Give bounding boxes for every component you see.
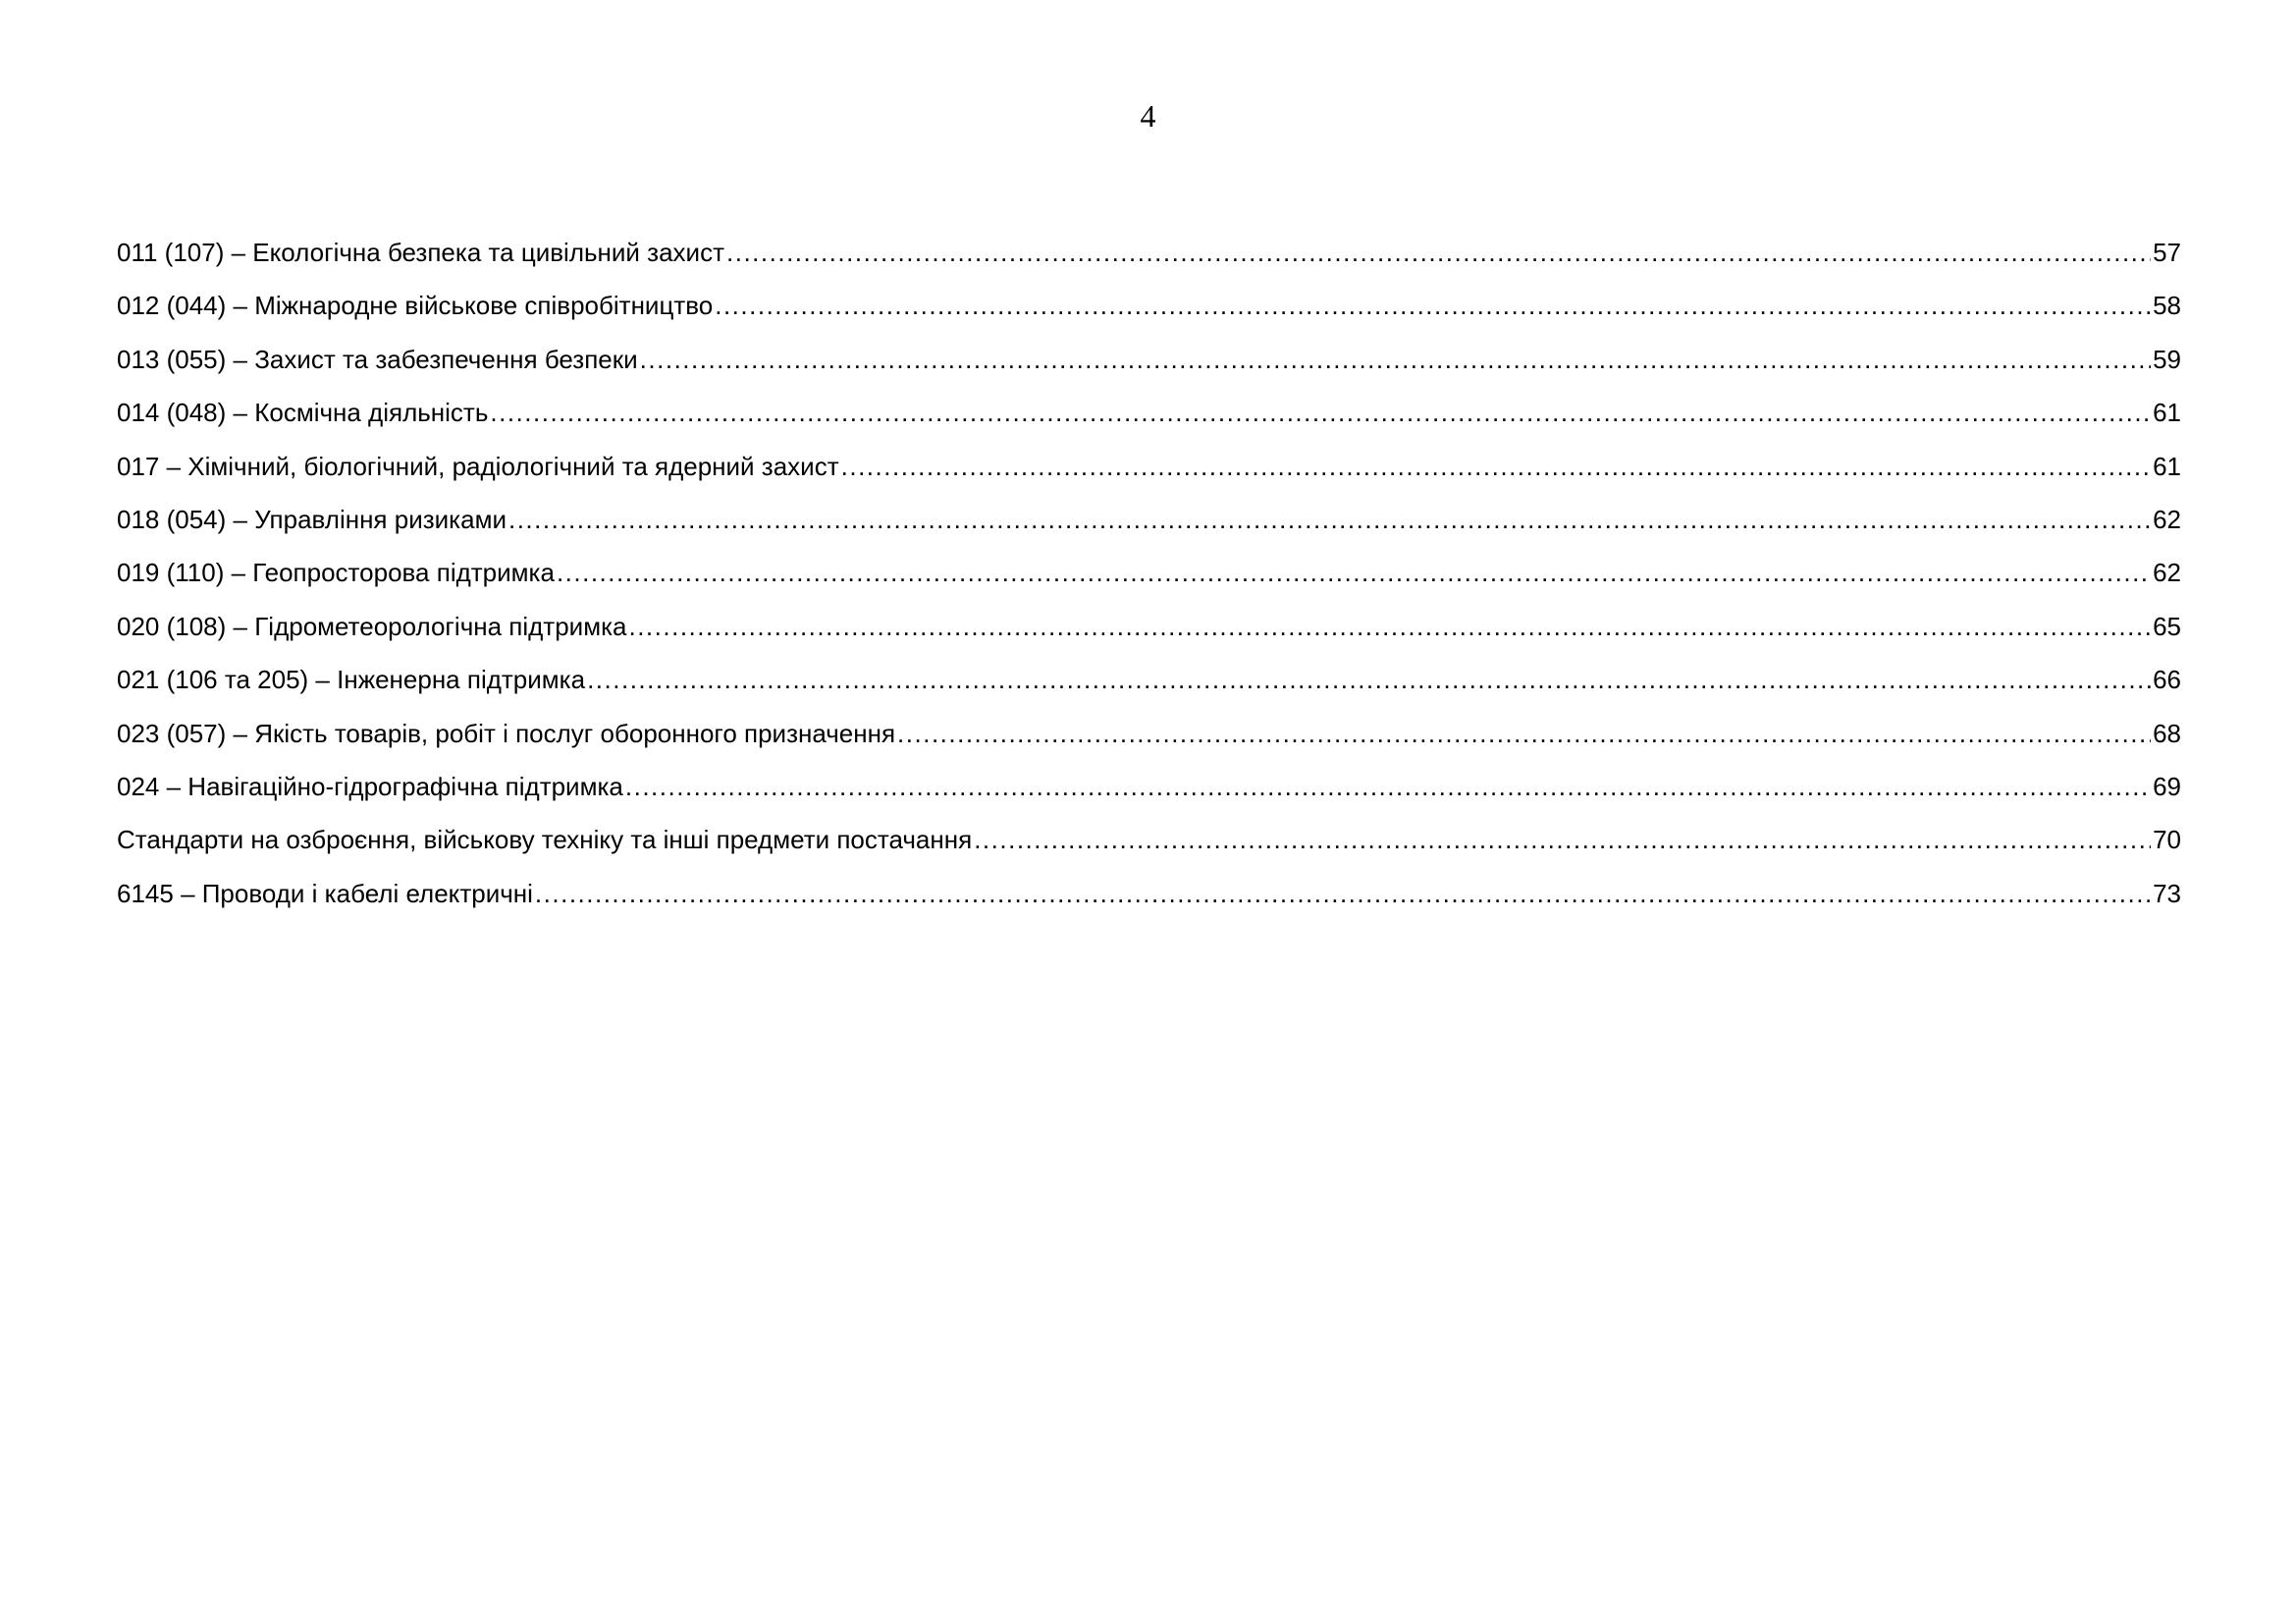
toc-dot-leader [587,660,2151,699]
toc-entry-title: 020 (108) – Гідрометеорологічна підтримка [117,611,627,641]
toc-entry-page: 61 [2153,451,2181,481]
toc-entry-page: 66 [2153,665,2181,695]
toc-dot-leader [640,340,2151,379]
toc-entry-page: 70 [2153,825,2181,855]
toc-entry-title: 014 (048) – Космічна діяльність [117,398,489,428]
toc-entry-title: Стандарти на озброєння, військову техніку та інші предмети постачання [117,825,973,855]
toc-entry[interactable] [117,874,2181,927]
toc-entry-page: 61 [2153,398,2181,428]
toc-entry-title: 012 (044) – Міжнародне військове співробітництво [117,291,714,321]
toc-entry-page: 58 [2153,291,2181,321]
toc-entry-title: 019 (110) – Геопросторова підтримка [117,558,555,588]
toc-entry[interactable] [117,660,2181,713]
toc-entry[interactable] [117,447,2181,500]
page-number: 4 [1140,98,1156,134]
toc-dot-leader [897,714,2151,753]
toc-dot-leader [490,393,2151,432]
toc-entry-page: 62 [2153,558,2181,588]
toc-entry[interactable] [117,820,2181,873]
toc-entry[interactable] [117,553,2181,606]
toc-entry-page: 57 [2153,238,2181,267]
toc-entry-title: 013 (055) – Захист та забезпечення безпеки [117,344,638,374]
toc-dot-leader [974,820,2151,859]
toc-entry[interactable] [117,767,2181,820]
toc-entry-page: 62 [2153,504,2181,534]
toc-entry[interactable] [117,393,2181,446]
toc-dot-leader [508,500,2151,539]
toc-entry-title: 011 (107) – Екологічна безпека та цивільний захист [117,238,724,267]
toc-entry-title: 021 (106 та 205) – Інженерна підтримка [117,665,586,695]
toc-entry-page: 68 [2153,718,2181,748]
toc-entry-page: 73 [2153,878,2181,908]
toc-dot-leader [841,447,2151,486]
toc-entry[interactable] [117,233,2181,286]
toc-entry-title: 6145 – Проводи і кабелі електричні [117,878,533,908]
toc-entry-title: 018 (054) – Управління ризиками [117,504,507,534]
toc-entry[interactable] [117,340,2181,393]
toc-dot-leader [625,767,2151,806]
toc-entry-page: 65 [2153,611,2181,641]
toc-entry-title: 024 – Навігаційно-гідрографічна підтримка [117,771,623,801]
toc-dot-leader [535,874,2151,913]
toc-dot-leader [628,607,2151,646]
toc-entry-title: 023 (057) – Якість товарів, робіт і послуг оборонного призначення [117,718,896,748]
toc-dot-leader [557,553,2151,592]
toc-entry[interactable] [117,286,2181,339]
toc-entry-page: 69 [2153,771,2181,801]
table-of-contents [117,233,2181,927]
toc-entry[interactable] [117,714,2181,767]
toc-entry-title: 017 – Хімічний, біологічний, радіологічний та ядерний захист [117,451,839,481]
toc-entry[interactable] [117,500,2181,553]
toc-dot-leader [726,233,2151,272]
toc-dot-leader [715,286,2151,325]
toc-entry-page: 59 [2153,344,2181,374]
toc-entry[interactable] [117,607,2181,660]
